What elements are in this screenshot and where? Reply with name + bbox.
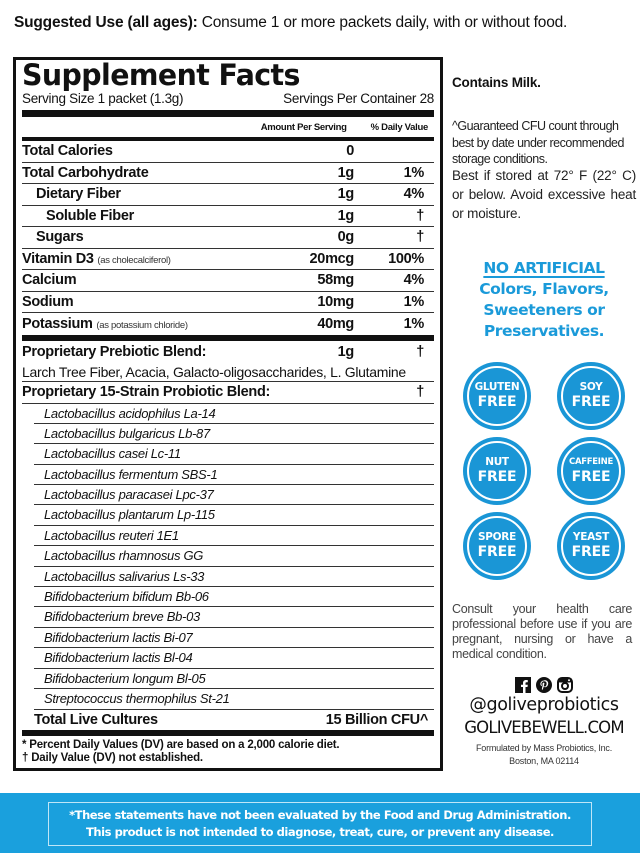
pinterest-icon[interactable] (536, 677, 552, 693)
suggested-use-text: Consume 1 or more packets daily, with or without food. (197, 14, 568, 31)
servings-per-container: Servings Per Container 28 (283, 91, 434, 106)
strain-item: Bifidobacterium breve Bb-03 (34, 607, 434, 627)
badge-bottom: FREE (477, 469, 517, 485)
nutrient-dv: † (416, 207, 424, 224)
social-icons (452, 677, 636, 693)
nutrient-row (22, 292, 434, 314)
badge-caffeine-free (557, 437, 625, 505)
disclaimer-line: This product is not intended to diagnose, treat, cure, or prevent any disease. (86, 825, 554, 839)
nutrient-amount: 0g (337, 229, 354, 246)
no-artificial-line: Sweeteners or (483, 301, 605, 319)
badge-top: GLUTEN (474, 381, 520, 393)
strain-list (22, 404, 434, 710)
fda-disclaimer (48, 802, 592, 846)
strain-item: Lactobacillus casei Lc-11 (34, 444, 434, 464)
badge-gluten-free (463, 362, 531, 430)
disclaimer-line: *These statements have not been evaluated by the Food and Drug Administration. (69, 808, 571, 822)
nutrient-row (22, 249, 434, 271)
nutrient-dv: 1% (403, 164, 424, 181)
nutrient-amount: 1g (337, 207, 354, 224)
strain-item: Bifidobacterium lactis Bl-04 (34, 648, 434, 668)
nutrient-source: (as cholecalciferol) (97, 254, 171, 266)
no-artificial-heading: NO ARTIFICIAL (483, 259, 605, 277)
website-link[interactable]: GOLIVEBEWELL.COM (464, 718, 624, 737)
social-handle[interactable]: @goliveprobiotics (469, 695, 619, 715)
nutrient-amount: 10mg (317, 293, 354, 310)
strain-item: Lactobacillus acidophilus La-14 (34, 404, 434, 424)
nutrient-amount: 1g (337, 164, 354, 181)
manufacturer (452, 742, 636, 768)
nutrient-amount: 40mg (317, 315, 354, 332)
nutrient-label: Vitamin D3 (22, 250, 94, 267)
nutrient-dv: 4% (403, 272, 424, 289)
nutrient-label: Sugars (36, 229, 84, 246)
instagram-icon[interactable] (557, 677, 573, 693)
probiotic-blend-row (22, 382, 434, 404)
total-value: 15 Billion CFU^ (325, 712, 428, 729)
probiotic-name: Proprietary 15-Strain Probiotic Blend: (22, 384, 271, 400)
badge-bottom: FREE (477, 544, 517, 560)
nutrient-name (22, 229, 274, 245)
nutrient-row (22, 270, 434, 292)
badge-spore-free (463, 512, 531, 580)
footnote-dagger: † Daily Value (DV) not established. (22, 752, 203, 765)
no-artificial-line: Colors, Flavors, (479, 280, 609, 298)
footnote-dv: * Percent Daily Values (DV) are based on a 2,000 calorie diet. (22, 739, 340, 752)
allergen-statement: Contains Milk. (452, 75, 541, 90)
suggested-use (14, 14, 634, 32)
nutrient-source: (as potassium chloride) (96, 319, 188, 331)
column-headers (22, 117, 434, 137)
nutrient-name (22, 186, 274, 202)
probiotic-dv: † (416, 384, 424, 400)
badge-nut-free (463, 437, 531, 505)
nutrient-name (22, 208, 274, 224)
prebiotic-amount: 1g (337, 343, 354, 360)
strain-item: Lactobacillus rhamnosus GG (34, 546, 434, 566)
nutrient-label: Sodium (22, 293, 74, 310)
nutrient-label: Dietary Fiber (36, 186, 121, 203)
badge-bottom: FREE (571, 544, 611, 560)
free-from-badges (456, 362, 634, 580)
panel-title: Supplement Facts (22, 58, 300, 92)
supplement-facts-panel (13, 57, 443, 771)
nutrient-row (22, 227, 434, 249)
badge-bottom: FREE (571, 469, 611, 485)
nutrient-label: Total Carbohydrate (22, 164, 149, 181)
nutrient-row (22, 206, 434, 228)
col-amount: Amount Per Serving (260, 121, 347, 133)
nutrient-dv: † (416, 229, 424, 246)
nutrient-name (22, 294, 274, 310)
suggested-use-label: Suggested Use (all ages): (14, 14, 198, 31)
nutrient-amount: 20mcg (309, 250, 354, 267)
badge-top: SOY (579, 381, 603, 393)
nutrient-label: Calcium (22, 272, 77, 289)
badge-top: SPORE (478, 531, 516, 543)
prebiotic-blend-row (22, 341, 434, 363)
formulated-by: Formulated by Mass Probiotics, Inc. (475, 743, 613, 753)
thick-divider (22, 110, 434, 117)
badge-yeast-free (557, 512, 625, 580)
badge-top: NUT (485, 456, 509, 468)
nutrient-dv: 100% (388, 250, 424, 267)
cfu-guarantee: ^Guaranteed CFU count through best by date under recommended storage conditions. (452, 119, 624, 166)
strain-item: Lactobacillus reuteri 1E1 (34, 526, 434, 546)
badge-bottom: FREE (571, 394, 611, 410)
strain-item: Lactobacillus bulgaricus Lb-87 (34, 424, 434, 444)
nutrient-name (22, 251, 274, 267)
col-dv: % Daily Value (370, 121, 428, 133)
no-artificial-line: Preservatives. (483, 322, 605, 340)
nutrient-label: Potassium (22, 315, 93, 332)
total-label: Total Live Cultures (34, 712, 158, 729)
nutrient-amount: 1g (337, 186, 354, 203)
badge-top: CAFFEINE (569, 457, 613, 467)
nutrient-table (22, 141, 434, 335)
nutrient-dv: 1% (403, 315, 424, 332)
nutrient-label: Total Calories (22, 143, 113, 160)
strain-item: Streptococcus thermophilus St-21 (44, 690, 230, 706)
nutrient-row (22, 163, 434, 185)
facebook-icon[interactable] (515, 677, 531, 693)
badge-soy-free (557, 362, 625, 430)
prebiotic-ingredients: Larch Tree Fiber, Acacia, Galacto-oligosaccharides, L. Glutamine (22, 363, 434, 382)
serving-size: Serving Size 1 packet (1.3g) (22, 91, 184, 106)
nutrient-label: Soluble Fiber (46, 207, 134, 224)
nutrient-name (22, 316, 274, 332)
footnotes (22, 736, 434, 765)
strain-item: Bifidobacterium lactis Bi-07 (34, 628, 434, 648)
nutrient-name (22, 165, 274, 181)
strain-item: Bifidobacterium bifidum Bb-06 (34, 587, 434, 607)
nutrient-row (22, 141, 434, 163)
prebiotic-dv: † (416, 343, 424, 360)
nutrient-row (22, 184, 434, 206)
nutrient-name (22, 272, 274, 288)
prebiotic-name: Proprietary Prebiotic Blend: (22, 343, 207, 360)
serving-info (22, 91, 434, 107)
storage-instructions: Best if stored at 72° F (22° C) or below. Avoid excessive heat or moisture. (452, 168, 636, 221)
total-live-cultures-row (34, 709, 434, 730)
strain-item: Lactobacillus paracasei Lpc-37 (34, 485, 434, 505)
nutrient-row (22, 313, 434, 335)
nutrient-dv: 1% (403, 293, 424, 310)
nutrient-name (22, 143, 274, 159)
strain-item: Lactobacillus fermentum SBS-1 (34, 465, 434, 485)
nutrient-amount: 58mg (317, 272, 354, 289)
fda-disclaimer-band (0, 793, 640, 853)
strain-item: Lactobacillus plantarum Lp-115 (34, 505, 434, 525)
nutrient-amount: 0 (346, 143, 354, 160)
strain-item: Lactobacillus salivarius Ls-33 (34, 567, 434, 587)
badge-bottom: FREE (477, 394, 517, 410)
no-artificial-callout (452, 258, 636, 342)
consult-warning: Consult your health care professional before use if you are pregnant, nursing or have a medical condition. (452, 602, 632, 661)
strain-item: Bifidobacterium longum Bl-05 (34, 669, 434, 689)
manufacturer-location: Boston, MA 02114 (509, 756, 579, 766)
badge-top: YEAST (572, 531, 610, 543)
nutrient-dv: 4% (403, 186, 424, 203)
